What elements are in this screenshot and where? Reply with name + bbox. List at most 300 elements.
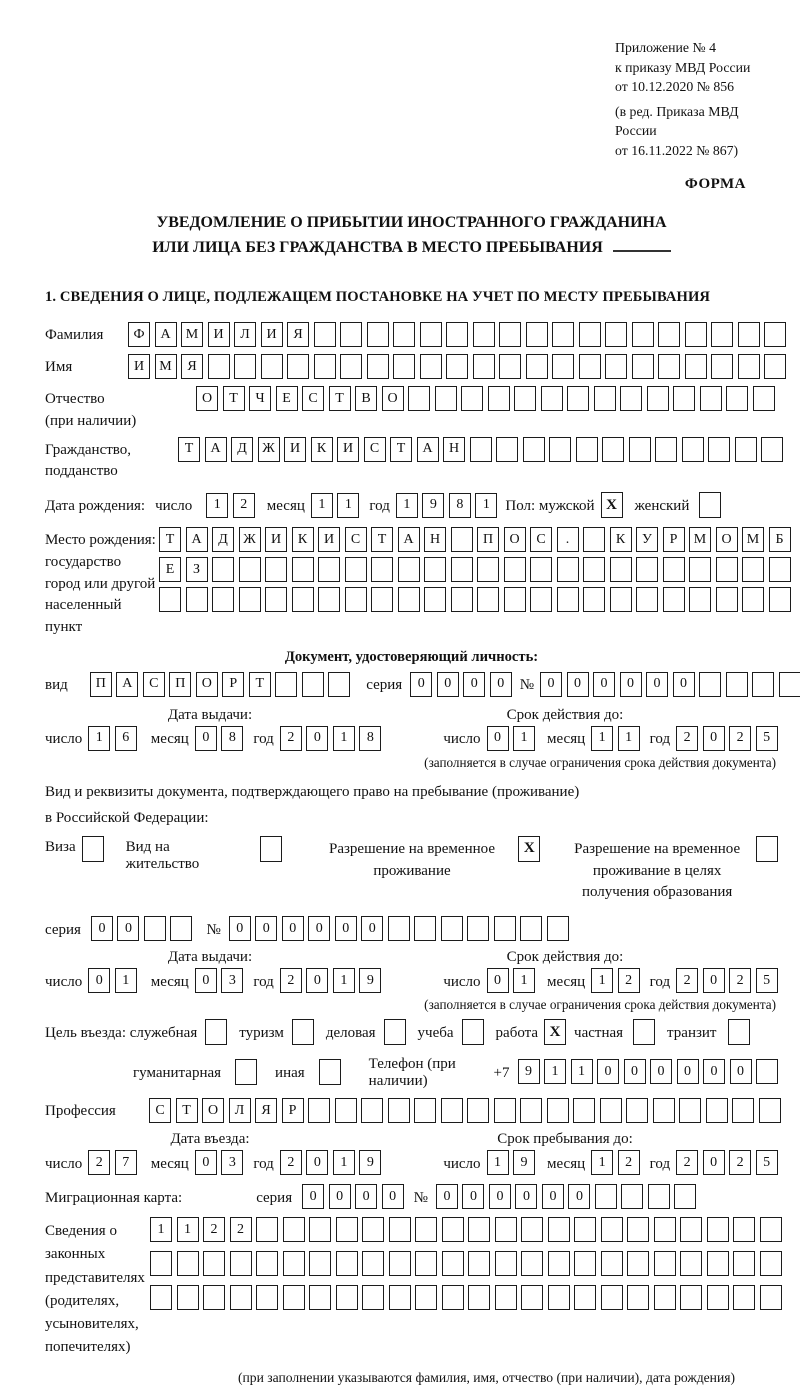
char-box[interactable] <box>738 354 760 379</box>
char-box[interactable] <box>742 587 764 612</box>
char-box[interactable] <box>685 354 707 379</box>
char-box[interactable] <box>495 1251 517 1276</box>
char-box[interactable] <box>699 672 721 697</box>
char-box[interactable]: 0 <box>568 1184 590 1209</box>
char-box[interactable]: 0 <box>703 968 725 993</box>
purpose-private-checkbox[interactable] <box>633 1019 655 1045</box>
char-box[interactable] <box>711 354 733 379</box>
char-box[interactable] <box>451 587 473 612</box>
char-box[interactable]: 9 <box>359 1150 381 1175</box>
char-box[interactable]: Т <box>178 437 200 462</box>
char-box[interactable]: В <box>355 386 377 411</box>
char-box[interactable] <box>451 557 473 582</box>
char-box[interactable]: 2 <box>729 726 751 751</box>
char-box[interactable] <box>752 672 774 697</box>
char-box[interactable]: 1 <box>571 1059 593 1084</box>
char-box[interactable] <box>632 322 654 347</box>
char-box[interactable] <box>362 1285 384 1310</box>
char-box[interactable] <box>393 354 415 379</box>
char-box[interactable] <box>468 1251 490 1276</box>
char-box[interactable] <box>361 1098 383 1123</box>
char-box[interactable] <box>477 557 499 582</box>
char-box[interactable]: 2 <box>729 968 751 993</box>
purpose-study-checkbox[interactable] <box>462 1019 484 1045</box>
char-box[interactable]: М <box>181 322 203 347</box>
char-box[interactable]: 0 <box>410 672 432 697</box>
char-box[interactable] <box>689 557 711 582</box>
char-box[interactable]: О <box>202 1098 224 1123</box>
char-box[interactable] <box>654 1251 676 1276</box>
char-box[interactable] <box>685 322 707 347</box>
char-box[interactable]: И <box>284 437 306 462</box>
char-box[interactable]: Ч <box>249 386 271 411</box>
char-box[interactable] <box>526 354 548 379</box>
char-box[interactable] <box>673 386 695 411</box>
char-box[interactable]: Р <box>663 527 685 552</box>
char-box[interactable]: Я <box>287 322 309 347</box>
char-box[interactable] <box>576 437 598 462</box>
char-box[interactable]: 0 <box>229 916 251 941</box>
char-box[interactable]: К <box>292 527 314 552</box>
char-box[interactable] <box>424 557 446 582</box>
char-box[interactable] <box>707 1251 729 1276</box>
char-box[interactable] <box>415 1217 437 1242</box>
char-box[interactable] <box>467 1098 489 1123</box>
char-box[interactable] <box>514 386 536 411</box>
char-box[interactable] <box>583 557 605 582</box>
char-box[interactable] <box>345 557 367 582</box>
char-box[interactable] <box>520 916 542 941</box>
char-box[interactable]: 0 <box>117 916 139 941</box>
char-box[interactable] <box>605 322 627 347</box>
char-box[interactable]: О <box>196 672 218 697</box>
char-box[interactable] <box>760 1285 782 1310</box>
residence-permit-checkbox[interactable] <box>260 836 282 862</box>
char-box[interactable] <box>446 354 468 379</box>
char-box[interactable]: 2 <box>676 968 698 993</box>
char-box[interactable]: 0 <box>567 672 589 697</box>
purpose-work-checkbox[interactable]: X <box>544 1019 566 1045</box>
char-box[interactable] <box>530 587 552 612</box>
char-box[interactable]: 8 <box>221 726 243 751</box>
char-box[interactable]: Р <box>222 672 244 697</box>
char-box[interactable]: Д <box>212 527 234 552</box>
char-box[interactable]: 1 <box>475 493 497 518</box>
char-box[interactable] <box>764 322 786 347</box>
char-box[interactable]: 1 <box>513 726 535 751</box>
char-box[interactable] <box>708 437 730 462</box>
char-box[interactable] <box>769 587 791 612</box>
char-box[interactable]: Ж <box>258 437 280 462</box>
char-box[interactable] <box>521 1217 543 1242</box>
char-box[interactable] <box>477 587 499 612</box>
char-box[interactable] <box>530 557 552 582</box>
char-box[interactable]: 0 <box>677 1059 699 1084</box>
char-box[interactable] <box>733 1251 755 1276</box>
char-box[interactable] <box>682 437 704 462</box>
char-box[interactable] <box>314 322 336 347</box>
char-box[interactable] <box>602 437 624 462</box>
char-box[interactable] <box>473 354 495 379</box>
char-box[interactable]: 1 <box>333 968 355 993</box>
char-box[interactable] <box>636 587 658 612</box>
char-box[interactable] <box>340 354 362 379</box>
char-box[interactable] <box>318 557 340 582</box>
char-box[interactable] <box>552 322 574 347</box>
char-box[interactable] <box>526 322 548 347</box>
char-box[interactable]: 0 <box>646 672 668 697</box>
char-box[interactable] <box>177 1285 199 1310</box>
char-box[interactable] <box>170 916 192 941</box>
char-box[interactable] <box>655 437 677 462</box>
char-box[interactable]: П <box>90 672 112 697</box>
char-box[interactable] <box>451 527 473 552</box>
char-box[interactable] <box>726 386 748 411</box>
char-box[interactable] <box>336 1217 358 1242</box>
char-box[interactable] <box>547 1098 569 1123</box>
char-box[interactable]: 3 <box>221 1150 243 1175</box>
char-box[interactable]: 0 <box>703 1150 725 1175</box>
char-box[interactable] <box>261 354 283 379</box>
char-box[interactable] <box>663 557 685 582</box>
char-box[interactable]: 2 <box>729 1150 751 1175</box>
char-box[interactable]: 6 <box>115 726 137 751</box>
char-box[interactable] <box>548 1285 570 1310</box>
char-box[interactable] <box>446 322 468 347</box>
char-box[interactable]: 0 <box>355 1184 377 1209</box>
char-box[interactable]: 8 <box>359 726 381 751</box>
char-box[interactable]: И <box>128 354 150 379</box>
char-box[interactable] <box>265 587 287 612</box>
char-box[interactable]: С <box>302 386 324 411</box>
char-box[interactable]: О <box>196 386 218 411</box>
char-box[interactable] <box>239 587 261 612</box>
char-box[interactable] <box>256 1285 278 1310</box>
char-box[interactable]: М <box>155 354 177 379</box>
char-box[interactable] <box>441 1098 463 1123</box>
char-box[interactable] <box>389 1251 411 1276</box>
char-box[interactable]: 0 <box>624 1059 646 1084</box>
char-box[interactable] <box>735 437 757 462</box>
char-box[interactable]: Л <box>234 322 256 347</box>
char-box[interactable]: 1 <box>396 493 418 518</box>
char-box[interactable] <box>318 587 340 612</box>
char-box[interactable]: И <box>208 322 230 347</box>
char-box[interactable] <box>620 386 642 411</box>
char-box[interactable] <box>621 1184 643 1209</box>
char-box[interactable]: 1 <box>513 968 535 993</box>
char-box[interactable] <box>388 916 410 941</box>
char-box[interactable] <box>314 354 336 379</box>
char-box[interactable]: К <box>610 527 632 552</box>
char-box[interactable] <box>308 1098 330 1123</box>
char-box[interactable]: Т <box>329 386 351 411</box>
char-box[interactable] <box>610 557 632 582</box>
char-box[interactable] <box>610 587 632 612</box>
char-box[interactable] <box>265 557 287 582</box>
char-box[interactable] <box>761 437 783 462</box>
char-box[interactable] <box>283 1217 305 1242</box>
char-box[interactable]: И <box>318 527 340 552</box>
char-box[interactable] <box>467 916 489 941</box>
char-box[interactable]: 0 <box>489 1184 511 1209</box>
char-box[interactable] <box>680 1251 702 1276</box>
char-box[interactable]: 0 <box>195 1150 217 1175</box>
char-box[interactable]: К <box>311 437 333 462</box>
char-box[interactable] <box>212 587 234 612</box>
char-box[interactable] <box>663 587 685 612</box>
char-box[interactable] <box>424 587 446 612</box>
char-box[interactable] <box>679 1098 701 1123</box>
char-box[interactable]: 5 <box>756 1150 778 1175</box>
char-box[interactable] <box>573 1098 595 1123</box>
char-box[interactable]: 1 <box>115 968 137 993</box>
char-box[interactable]: 0 <box>329 1184 351 1209</box>
char-box[interactable]: 0 <box>650 1059 672 1084</box>
char-box[interactable] <box>552 354 574 379</box>
char-box[interactable] <box>488 386 510 411</box>
purpose-other-checkbox[interactable] <box>319 1059 341 1085</box>
char-box[interactable] <box>733 1217 755 1242</box>
char-box[interactable] <box>367 354 389 379</box>
char-box[interactable]: 0 <box>673 672 695 697</box>
char-box[interactable] <box>283 1251 305 1276</box>
char-box[interactable] <box>275 672 297 697</box>
char-box[interactable]: Я <box>255 1098 277 1123</box>
char-box[interactable]: 1 <box>177 1217 199 1242</box>
char-box[interactable] <box>415 1285 437 1310</box>
char-box[interactable] <box>230 1251 252 1276</box>
char-box[interactable]: И <box>261 322 283 347</box>
char-box[interactable]: 2 <box>280 726 302 751</box>
char-box[interactable]: 9 <box>359 968 381 993</box>
char-box[interactable] <box>626 1098 648 1123</box>
rvp-checkbox[interactable]: X <box>518 836 540 862</box>
char-box[interactable]: Д <box>231 437 253 462</box>
char-box[interactable] <box>680 1285 702 1310</box>
char-box[interactable]: 9 <box>422 493 444 518</box>
char-box[interactable]: 1 <box>591 968 613 993</box>
char-box[interactable] <box>647 386 669 411</box>
char-box[interactable] <box>389 1217 411 1242</box>
char-box[interactable]: 0 <box>306 726 328 751</box>
char-box[interactable]: 0 <box>91 916 113 941</box>
char-box[interactable] <box>362 1251 384 1276</box>
char-box[interactable] <box>627 1251 649 1276</box>
char-box[interactable] <box>636 557 658 582</box>
char-box[interactable]: 0 <box>515 1184 537 1209</box>
purpose-official-checkbox[interactable] <box>205 1019 227 1045</box>
char-box[interactable]: 0 <box>88 968 110 993</box>
char-box[interactable] <box>442 1217 464 1242</box>
char-box[interactable]: Ф <box>128 322 150 347</box>
char-box[interactable] <box>632 354 654 379</box>
char-box[interactable]: 0 <box>436 1184 458 1209</box>
purpose-transit-checkbox[interactable] <box>728 1019 750 1045</box>
char-box[interactable] <box>283 1285 305 1310</box>
char-box[interactable] <box>335 1098 357 1123</box>
char-box[interactable] <box>548 1251 570 1276</box>
char-box[interactable]: 2 <box>280 968 302 993</box>
char-box[interactable] <box>398 557 420 582</box>
char-box[interactable] <box>726 672 748 697</box>
char-box[interactable] <box>523 437 545 462</box>
char-box[interactable]: 1 <box>487 1150 509 1175</box>
char-box[interactable]: 5 <box>756 968 778 993</box>
char-box[interactable]: Б <box>769 527 791 552</box>
char-box[interactable]: 2 <box>233 493 255 518</box>
char-box[interactable] <box>208 354 230 379</box>
char-box[interactable] <box>340 322 362 347</box>
char-box[interactable]: 2 <box>618 968 640 993</box>
char-box[interactable] <box>371 557 393 582</box>
char-box[interactable] <box>256 1251 278 1276</box>
char-box[interactable]: 2 <box>230 1217 252 1242</box>
char-box[interactable] <box>159 587 181 612</box>
char-box[interactable] <box>442 1285 464 1310</box>
char-box[interactable] <box>707 1217 729 1242</box>
char-box[interactable] <box>362 1217 384 1242</box>
char-box[interactable] <box>336 1285 358 1310</box>
char-box[interactable] <box>414 916 436 941</box>
char-box[interactable]: 0 <box>490 672 512 697</box>
char-box[interactable] <box>654 1217 676 1242</box>
sex-male-checkbox[interactable]: X <box>601 492 623 518</box>
char-box[interactable] <box>732 1098 754 1123</box>
char-box[interactable] <box>203 1285 225 1310</box>
char-box[interactable] <box>579 322 601 347</box>
char-box[interactable] <box>742 557 764 582</box>
char-box[interactable] <box>674 1184 696 1209</box>
char-box[interactable] <box>234 354 256 379</box>
char-box[interactable] <box>345 587 367 612</box>
char-box[interactable]: О <box>382 386 404 411</box>
char-box[interactable]: 1 <box>333 726 355 751</box>
char-box[interactable] <box>548 1217 570 1242</box>
char-box[interactable] <box>601 1217 623 1242</box>
char-box[interactable]: П <box>477 527 499 552</box>
char-box[interactable] <box>186 587 208 612</box>
char-box[interactable] <box>574 1285 596 1310</box>
char-box[interactable] <box>753 386 775 411</box>
char-box[interactable]: 1 <box>88 726 110 751</box>
char-box[interactable]: Л <box>229 1098 251 1123</box>
char-box[interactable] <box>309 1285 331 1310</box>
char-box[interactable]: С <box>364 437 386 462</box>
char-box[interactable] <box>398 587 420 612</box>
char-box[interactable]: 1 <box>591 726 613 751</box>
char-box[interactable] <box>594 386 616 411</box>
char-box[interactable]: Т <box>371 527 393 552</box>
char-box[interactable]: 2 <box>676 1150 698 1175</box>
char-box[interactable] <box>711 322 733 347</box>
char-box[interactable] <box>389 1285 411 1310</box>
char-box[interactable]: 1 <box>591 1150 613 1175</box>
char-box[interactable] <box>504 557 526 582</box>
char-box[interactable] <box>302 672 324 697</box>
char-box[interactable]: 0 <box>282 916 304 941</box>
char-box[interactable]: Е <box>159 557 181 582</box>
char-box[interactable]: С <box>345 527 367 552</box>
char-box[interactable] <box>547 916 569 941</box>
char-box[interactable]: А <box>205 437 227 462</box>
char-box[interactable]: 0 <box>487 968 509 993</box>
char-box[interactable]: Т <box>223 386 245 411</box>
char-box[interactable] <box>309 1217 331 1242</box>
char-box[interactable] <box>779 672 800 697</box>
char-box[interactable] <box>442 1251 464 1276</box>
char-box[interactable]: Е <box>276 386 298 411</box>
sex-female-checkbox[interactable] <box>699 492 721 518</box>
char-box[interactable] <box>600 1098 622 1123</box>
char-box[interactable] <box>239 557 261 582</box>
char-box[interactable]: 2 <box>618 1150 640 1175</box>
char-box[interactable]: 0 <box>306 968 328 993</box>
char-box[interactable]: О <box>504 527 526 552</box>
char-box[interactable]: 5 <box>756 726 778 751</box>
char-box[interactable]: 2 <box>203 1217 225 1242</box>
char-box[interactable] <box>557 587 579 612</box>
char-box[interactable] <box>769 557 791 582</box>
purpose-business-checkbox[interactable] <box>384 1019 406 1045</box>
char-box[interactable] <box>292 587 314 612</box>
char-box[interactable] <box>367 322 389 347</box>
char-box[interactable] <box>689 587 711 612</box>
char-box[interactable] <box>520 1098 542 1123</box>
char-box[interactable]: Т <box>159 527 181 552</box>
rvp-education-checkbox[interactable] <box>756 836 778 862</box>
char-box[interactable] <box>521 1251 543 1276</box>
char-box[interactable]: 0 <box>540 672 562 697</box>
char-box[interactable] <box>648 1184 670 1209</box>
char-box[interactable] <box>473 322 495 347</box>
char-box[interactable] <box>627 1217 649 1242</box>
char-box[interactable] <box>756 1059 778 1084</box>
char-box[interactable] <box>414 1098 436 1123</box>
char-box[interactable]: 0 <box>255 916 277 941</box>
char-box[interactable] <box>496 437 518 462</box>
char-box[interactable]: И <box>337 437 359 462</box>
char-box[interactable]: 0 <box>542 1184 564 1209</box>
char-box[interactable] <box>658 322 680 347</box>
char-box[interactable]: Т <box>176 1098 198 1123</box>
char-box[interactable]: 0 <box>597 1059 619 1084</box>
char-box[interactable] <box>441 916 463 941</box>
char-box[interactable]: 1 <box>311 493 333 518</box>
char-box[interactable] <box>212 557 234 582</box>
char-box[interactable]: 7 <box>115 1150 137 1175</box>
char-box[interactable]: 1 <box>544 1059 566 1084</box>
char-box[interactable]: 1 <box>618 726 640 751</box>
char-box[interactable]: 2 <box>280 1150 302 1175</box>
char-box[interactable] <box>144 916 166 941</box>
char-box[interactable]: П <box>169 672 191 697</box>
char-box[interactable] <box>605 354 627 379</box>
char-box[interactable] <box>388 1098 410 1123</box>
char-box[interactable]: 0 <box>463 672 485 697</box>
char-box[interactable]: 8 <box>449 493 471 518</box>
char-box[interactable]: А <box>116 672 138 697</box>
char-box[interactable]: М <box>742 527 764 552</box>
char-box[interactable] <box>716 587 738 612</box>
char-box[interactable] <box>150 1285 172 1310</box>
char-box[interactable]: А <box>417 437 439 462</box>
char-box[interactable]: 1 <box>333 1150 355 1175</box>
purpose-tourism-checkbox[interactable] <box>292 1019 314 1045</box>
char-box[interactable] <box>177 1251 199 1276</box>
char-box[interactable]: Т <box>390 437 412 462</box>
char-box[interactable] <box>627 1285 649 1310</box>
